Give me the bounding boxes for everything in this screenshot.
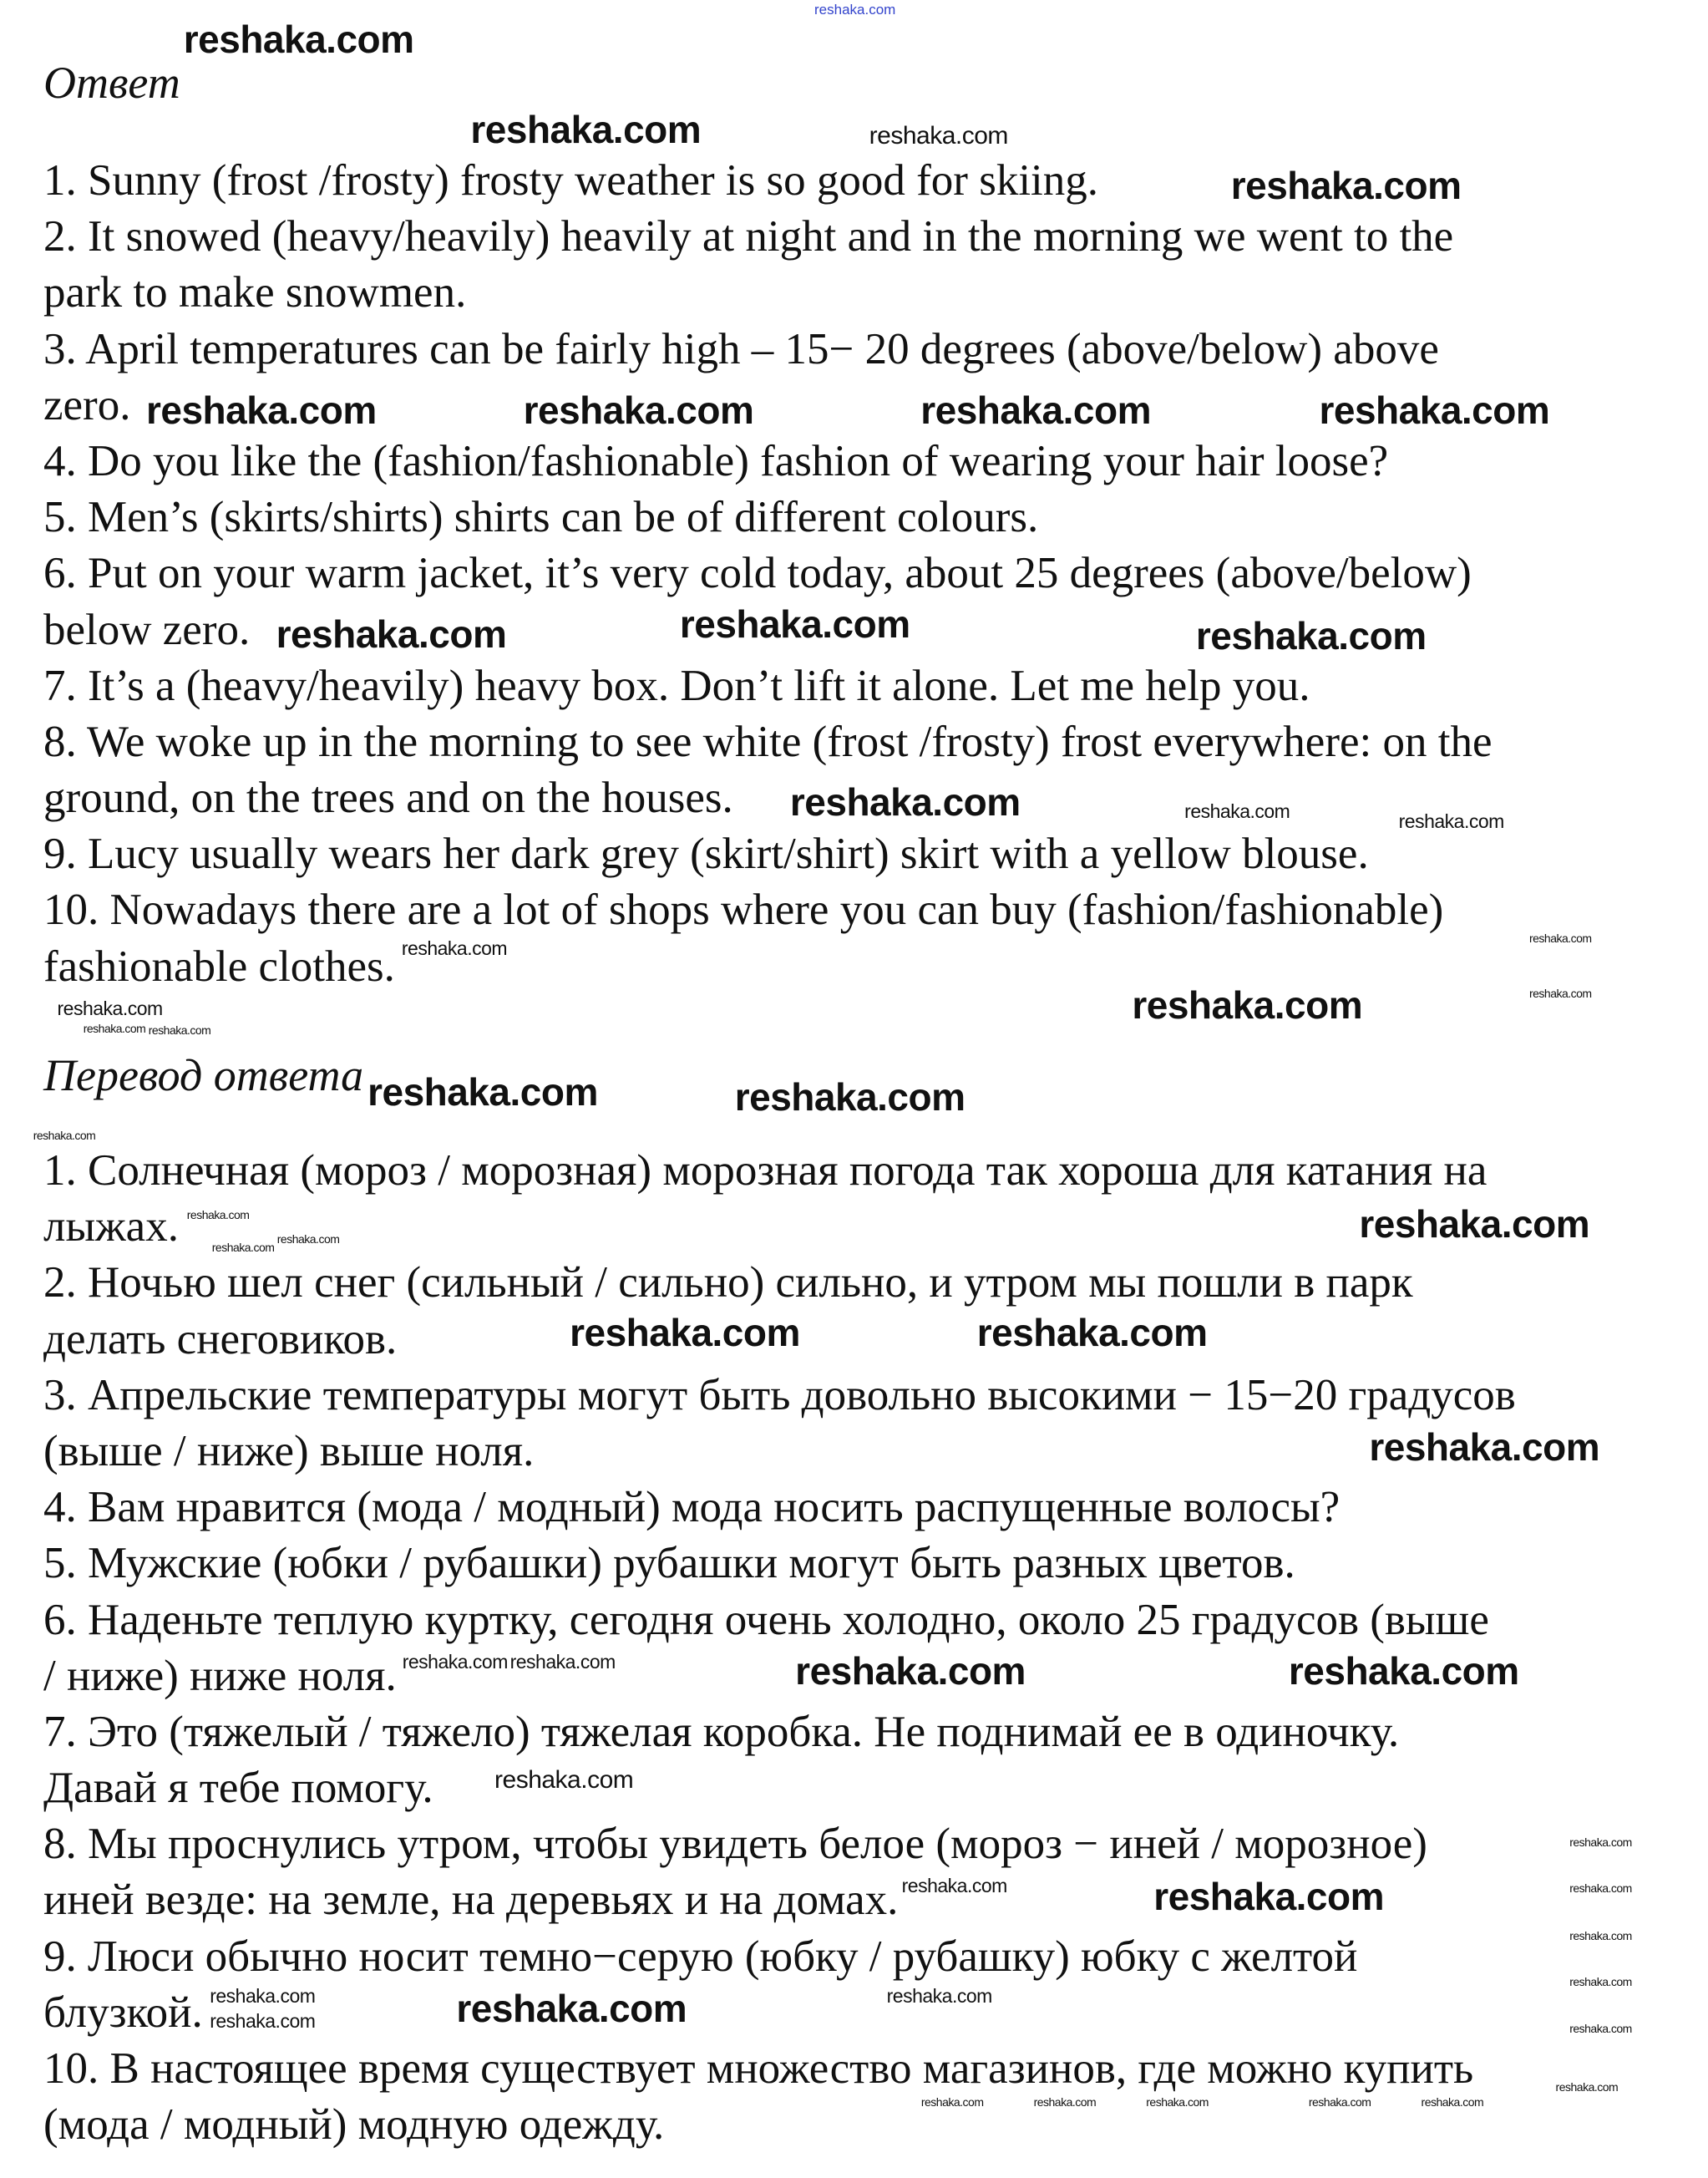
watermark: reshaka.com (1153, 1874, 1385, 1918)
watermark: reshaka.com (1569, 1881, 1632, 1896)
translation-line: 2. Ночью шел снег (сильный / сильно) сильно, и утром мы пошли в парк (43, 1258, 1413, 1307)
answer-line: ground, on the trees and on the houses. (43, 774, 733, 823)
translation-line: 5. Мужские (юбки / рубашки) рубашки могут быть разных цветов. (43, 1539, 1295, 1588)
translation-line: 9. Люси обычно носит темно−серую (юбку / рубашку) юбку с желтой (43, 1932, 1358, 1981)
answer-line: zero. (43, 380, 131, 429)
watermark: reshaka.com (494, 1765, 634, 1794)
translation-line: 7. Это (тяжелый / тяжело) тяжелая коробка. Не поднимай ее в одиночку. (43, 1707, 1400, 1756)
watermark: reshaka.com (211, 1240, 275, 1254)
watermark: reshaka.com (186, 1208, 250, 1222)
translation-line: 8. Мы проснулись утром, чтобы увидеть белое (мороз − иней / морозное) (43, 1820, 1427, 1869)
watermark: reshaka.com (183, 18, 414, 62)
answer-line: 9. Lucy usually wears her dark grey (skirt/shirt) skirt with a yellow blouse. (43, 830, 1369, 879)
watermark: reshaka.com (1369, 1425, 1600, 1470)
watermark-top: reshaka.com (814, 2, 896, 18)
answer-line-row (43, 322, 1492, 378)
watermark: reshaka.com (789, 779, 1021, 824)
answer-line: 4. Do you like the (fashion/fashionable) fashion of wearing your hair loose? (43, 436, 1389, 485)
watermark: reshaka.com (901, 1875, 1007, 1897)
watermark: reshaka.com (1528, 987, 1592, 1001)
translation-line-row (43, 1760, 1516, 1816)
watermark: reshaka.com (83, 1021, 146, 1035)
watermark: reshaka.com (33, 1128, 96, 1142)
answer-line: 7. It’s a (heavy/heavily) heavy box. Don’t lift it alone. Let me help you. (43, 661, 1310, 710)
answer-text (43, 153, 1492, 995)
watermark: reshaka.com (523, 388, 754, 432)
translation-line: 10. В настоящее время существует множество магазинов, где можно купить (43, 2044, 1474, 2093)
translation-line: 3. Апрельские температуры могут быть довольно высокими − 15−20 градусов (43, 1370, 1516, 1419)
translation-line: иней везде: на земле, на деревьях и на домах. (43, 1876, 899, 1925)
answer-line: 1. Sunny (frost /frosty) frosty weather is so good for skiing. (43, 156, 1099, 205)
translation-line-row (43, 1536, 1516, 1592)
translation-line: (мода / модный) модную одежду. (43, 2100, 665, 2150)
translation-line-row (43, 2041, 1516, 2097)
translation-line-row (43, 1816, 1516, 1872)
watermark: reshaka.com (869, 122, 1008, 150)
watermark: reshaka.com (1569, 1974, 1632, 1988)
watermark: reshaka.com (886, 1984, 992, 2007)
answer-line-row (43, 434, 1492, 490)
answer-line: fashionable clothes. (43, 942, 395, 991)
answer-line-row (43, 265, 1492, 321)
translation-line-row (43, 1424, 1516, 1480)
watermark: reshaka.com (276, 612, 507, 656)
watermark: reshaka.com (976, 1310, 1208, 1354)
watermark: reshaka.com (145, 388, 377, 432)
answer-line: 2. It snowed (heavy/heavily) heavily at night and in the morning we went to the (43, 212, 1454, 261)
watermark: reshaka.com (1555, 2080, 1619, 2094)
answer-line: 3. April temperatures can be fairly high – 15− 20 degrees (above/below) above (43, 324, 1439, 373)
answer-line: park to make snowmen. (43, 268, 467, 317)
watermark: reshaka.com (210, 2009, 316, 2032)
translation-line-row (43, 1704, 1516, 1760)
translation-line: 6. Наденьте теплую куртку, сегодня очень холодно, около 25 градусов (выше (43, 1595, 1489, 1644)
watermark: reshaka.com (402, 1650, 508, 1673)
watermark: reshaka.com (1569, 1835, 1632, 1850)
answer-line: 10. Nowadays there are a lot of shops where you can buy (fashion/fashionable) (43, 886, 1444, 935)
watermark: reshaka.com (795, 1649, 1026, 1693)
answer-heading: Ответ (43, 58, 180, 108)
answer-line: below zero. (43, 605, 251, 654)
watermark: reshaka.com (1528, 931, 1592, 945)
answer-line-row (43, 209, 1492, 265)
watermark: reshaka.com (1230, 164, 1462, 208)
watermark: reshaka.com (920, 388, 1151, 432)
translation-line: (выше / ниже) выше ноля. (43, 1426, 535, 1475)
watermark: reshaka.com (367, 1069, 598, 1114)
translation-line-row (43, 1480, 1516, 1536)
translation-line: Давай я тебе помогу. (43, 1764, 433, 1813)
watermark: reshaka.com (920, 2095, 984, 2109)
watermark: reshaka.com (1033, 2095, 1097, 2109)
translation-line-row (43, 1143, 1516, 1199)
answer-line-row (43, 658, 1492, 714)
translation-line: делать снеговиков. (43, 1314, 398, 1363)
watermark: reshaka.com (1184, 800, 1290, 822)
translation-line-row (43, 1368, 1516, 1424)
watermark: reshaka.com (57, 997, 163, 1019)
translation-line: 1. Солнечная (мороз / морозная) морозная погода так хороша для катания на (43, 1146, 1488, 1195)
translation-line-row (43, 2097, 1516, 2153)
watermark: reshaka.com (470, 108, 702, 152)
answer-line: 5. Men’s (skirts/shirts) shirts can be of different colours. (43, 493, 1039, 542)
answer-line-row (43, 714, 1492, 770)
watermark: reshaka.com (1319, 388, 1550, 432)
watermark: reshaka.com (1308, 2095, 1371, 2109)
answer-line-row (43, 882, 1492, 938)
watermark: reshaka.com (210, 1985, 316, 2008)
watermark: reshaka.com (1359, 1201, 1590, 1246)
translation-line: / ниже) ниже ноля. (43, 1651, 397, 1700)
watermark: reshaka.com (570, 1311, 800, 1355)
watermark: reshaka.com (1146, 2095, 1209, 2109)
answer-line-row (43, 546, 1492, 602)
watermark: reshaka.com (734, 1074, 966, 1119)
answer-line: 8. We woke up in the morning to see white (frost /frosty) frost everywhere: on the (43, 717, 1493, 766)
translation-line-row (43, 1592, 1516, 1648)
translation-heading: Перевод ответа (43, 1050, 364, 1100)
translation-line: блузкой. (43, 1988, 203, 2037)
watermark: reshaka.com (148, 1023, 211, 1038)
watermark: reshaka.com (509, 1651, 616, 1673)
translation-line: 4. Вам нравится (мода / модный) мода носить распущенные волосы? (43, 1483, 1341, 1532)
watermark: reshaka.com (1569, 1928, 1632, 1942)
watermark: reshaka.com (1569, 2022, 1632, 2036)
watermark: reshaka.com (1398, 810, 1504, 832)
answer-line: 6. Put on your warm jacket, it’s very cold today, about 25 degrees (above/below) (43, 549, 1472, 598)
watermark: reshaka.com (679, 602, 910, 646)
answer-line-row (43, 490, 1492, 546)
watermark: reshaka.com (1421, 2095, 1484, 2109)
translation-line-row (43, 1255, 1516, 1311)
watermark: reshaka.com (401, 937, 508, 960)
watermark: reshaka.com (1195, 613, 1427, 657)
answer-line-row (43, 826, 1492, 882)
watermark: reshaka.com (456, 1987, 687, 2031)
watermark: reshaka.com (1132, 983, 1363, 1028)
watermark: reshaka.com (276, 1231, 340, 1246)
translation-line: лыжах. (43, 1202, 179, 1251)
watermark: reshaka.com (1288, 1649, 1519, 1693)
translation-line-row (43, 1929, 1516, 1985)
